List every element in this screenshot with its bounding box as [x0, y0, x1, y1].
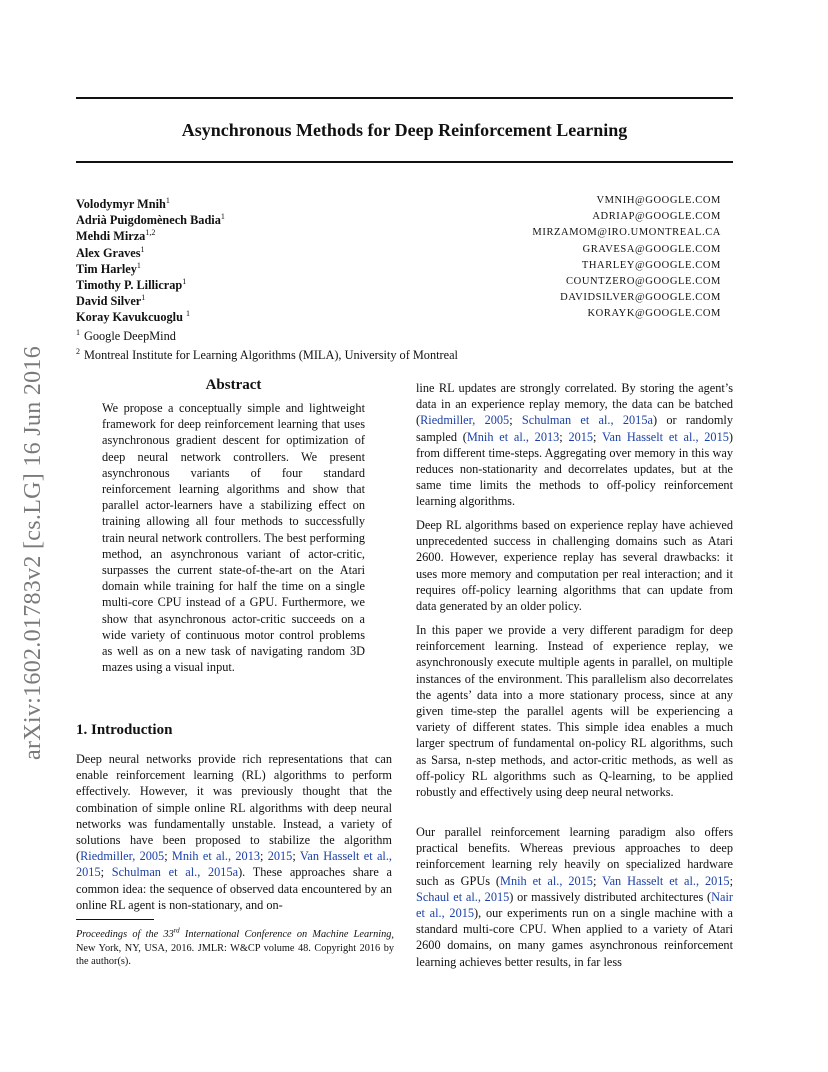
author-name: Timothy P. Lillicrap [76, 277, 183, 292]
author-affiliation-marker: 1 [182, 276, 187, 286]
paragraph-text: Deep RL algorithms based on experience replay have achieved unprecedented success in challenging domains such as Atari 2600. However, experience replay has several drawbacks: it uses more memory and computation per real interaction; and it requires off-policy learning algorithms that can update from data generated by an older policy. [416, 518, 733, 614]
author-email[interactable]: ADRIAP@GOOGLE.COM [592, 211, 721, 223]
author-list [76, 193, 733, 323]
citation-link[interactable]: Mnih et al., 2013 [466, 429, 560, 444]
author-affiliation-marker: 1 [136, 260, 141, 270]
author-email[interactable]: VMNIH@GOOGLE.COM [596, 195, 721, 206]
citation-link[interactable]: Van Hasselt et al., 2015 [602, 873, 730, 888]
paragraph-text: ; [100, 865, 112, 880]
paragraph-text: ; [559, 429, 569, 444]
affiliations [76, 325, 458, 363]
arxiv-identifier[interactable]: arXiv:1602.01783v2 [cs.LG] 16 Jun 2016 [20, 345, 46, 760]
intro-paragraph [76, 751, 392, 913]
author-affiliation-marker: 1 [220, 212, 225, 222]
citation-link[interactable]: Riedmiller, 2005 [420, 413, 510, 428]
author-name: Volodymyr Mnih [76, 197, 166, 211]
author-email[interactable]: KORAYK@GOOGLE.COM [587, 308, 721, 320]
author-row [76, 274, 733, 290]
author-email[interactable]: GRAVESA@GOOGLE.COM [582, 243, 721, 255]
footnote-rule [76, 919, 154, 920]
right-paragraph-2 [416, 517, 733, 614]
author-email[interactable]: DAVIDSILVER@GOOGLE.COM [560, 292, 721, 304]
author-email[interactable]: COUNTZERO@GOOGLE.COM [566, 275, 721, 287]
abstract-text: We propose a conceptually simple and lightweight framework for deep reinforcement learning that uses asynchronous gradient descent for optimization of deep neural network controllers. We present asynchronous variants of four standard reinforcement learning algorithms and show that parallel actor-learners have a stabilizing effect on training allowing all four methods to successfully train neural network controllers. The best performing method, an asynchronous variant of actor-critic, surpasses the current state-of-the-art on the Atari domain while training for half the time on a single multi-core CPU instead of a GPU. Furthermore, we show that asynchronous actor-critic succeeds on a wide variety of continuous motor control problems as well as on a new task of navigating random 3D mazes using a visual input. [102, 401, 365, 675]
author-row [76, 209, 733, 228]
paragraph-text: ), our experiments run on a single machine with a standard multi-core CPU. When applied to a variety of Atari 2600 domains, on many games asynchronous reinforcement learning achieves better results, in far less [416, 906, 733, 969]
affiliation-text: Montreal Institute for Learning Algorithms (MILA), University of Montreal [84, 348, 458, 362]
right-paragraph-4 [416, 824, 733, 970]
author-affiliation-marker: 1 [140, 244, 145, 254]
citation-link[interactable]: Riedmiller, 2005 [80, 849, 165, 864]
paragraph-text: ). These approaches share a common idea: the sequence of observed data encountered by an online RL agent is non-stationary, and on- [76, 865, 392, 912]
author-row [76, 242, 733, 258]
paragraph-text: ; [292, 849, 300, 864]
paper-title: Asynchronous Methods for Deep Reinforcement Learning [181, 120, 628, 140]
author-affiliation-marker: 1 [186, 309, 191, 319]
paragraph-text: line RL updates are strongly correlated. By storing the agent’s data in an experience replay memory, the data can be batched ( [416, 381, 733, 428]
author-affiliation-marker: 1,2 [145, 228, 156, 238]
author-email[interactable]: THARLEY@GOOGLE.COM [581, 259, 721, 271]
author-row [76, 258, 733, 274]
affiliation-line [76, 344, 458, 363]
paragraph-text: Our parallel reinforcement learning paradigm also offers practical benefits. Whereas previous approaches to deep reinforcement learning rely heavily on specialized hardware such as GPUs ( [416, 825, 733, 888]
paragraph-text: Deep neural networks provide rich representations that can enable reinforcement learning (RL) algorithms to perform effectively. However, it was previously thought that the combination of simple online RL algorithms with deep neural networks was fundamentally unstable. Instead, a variety of solutions have been proposed to stabilize the algorithm ( [76, 752, 392, 864]
citation-link[interactable]: Van Hasselt et al., 2015 [602, 429, 729, 444]
author-name: Mehdi Mirza [76, 229, 146, 244]
footnote-details: , New York, NY, USA, 2016. JMLR: W&CP volume 48. Copyright 2016 by the author(s). [76, 929, 394, 967]
citation-link[interactable]: Mnih et al., 2015 [500, 873, 593, 888]
right-paragraph-1 [416, 380, 733, 510]
author-name: David Silver [76, 294, 142, 309]
citation-link[interactable]: Schulman et al., 2015a [521, 413, 653, 428]
citation-link[interactable]: 2015 [568, 429, 594, 444]
abstract-heading: Abstract [205, 377, 262, 393]
author-name: Tim Harley [76, 261, 137, 276]
author-row [76, 193, 733, 209]
intro-heading: 1. Introduction [76, 722, 173, 738]
paragraph-text: ) from different time-steps. Aggregating over memory in this way reduces non-stationarity and decorrelates updates, but at the same time limits the methods to off-policy reinforcement learning algorithms. [416, 429, 733, 509]
affiliation-marker: 2 [76, 347, 80, 356]
footnote [76, 925, 394, 968]
citation-link[interactable]: Nair et al., 2015 [416, 889, 733, 921]
paragraph-text: ; [592, 873, 603, 888]
paragraph-text: ; [164, 849, 172, 864]
citation-link[interactable]: Schaul et al., 2015 [416, 889, 510, 904]
author-email[interactable]: MIRZAMOM@IRO.UMONTREAL.CA [532, 227, 721, 239]
paragraph-text: ; [593, 429, 603, 444]
title-bottom-rule [76, 161, 733, 163]
paragraph-text: ; [260, 849, 268, 864]
paragraph-text: ) or massively distributed architectures ( [509, 889, 712, 904]
citation-link[interactable]: Mnih et al., 2013 [171, 849, 260, 864]
top-rule [76, 97, 733, 99]
citation-link[interactable]: 2015 [267, 849, 293, 864]
footnote-venue: Proceedings of the 33rd International Conference on Machine Learning [76, 927, 392, 941]
author-name: Alex Graves [76, 245, 141, 260]
author-affiliation-marker: 1 [165, 196, 170, 205]
affiliation-marker: 1 [76, 328, 80, 337]
author-row [76, 225, 733, 244]
paragraph-text: ) or randomly sampled ( [416, 413, 733, 444]
citation-link[interactable]: Van Hasselt et al., 2015 [76, 849, 392, 880]
right-paragraph-3 [416, 622, 733, 800]
paragraph-text: ; [509, 413, 522, 428]
author-name: Adrià Puigdomènech Badia [76, 213, 221, 228]
paragraph-text: In this paper we provide a very different paradigm for deep reinforcement learning. Instead of experience replay, we asynchronously execute multiple agents in parallel, on multiple instances of the environment. This parallelism also decorrelates the agents’ data into a more stationary process, since at any given time-step the parallel agents will be experiencing a variety of different states. This simple idea enables a much larger spectrum of fundamental on-policy RL algorithms, such as Sarsa, n-step methods, and actor-critic methods, as well as off-policy RL algorithms such as Q-learning, to be applied robustly and effectively using deep neural networks. [416, 623, 733, 800]
affiliation-line [76, 325, 458, 344]
author-name: Koray Kavukcuoglu [76, 310, 187, 325]
author-row [76, 290, 733, 309]
author-row [76, 306, 733, 325]
affiliation-text: Google DeepMind [84, 329, 176, 343]
paragraph-text: ; [729, 873, 733, 888]
citation-link[interactable]: Schulman et al., 2015a [111, 865, 239, 880]
author-affiliation-marker: 1 [141, 293, 146, 303]
